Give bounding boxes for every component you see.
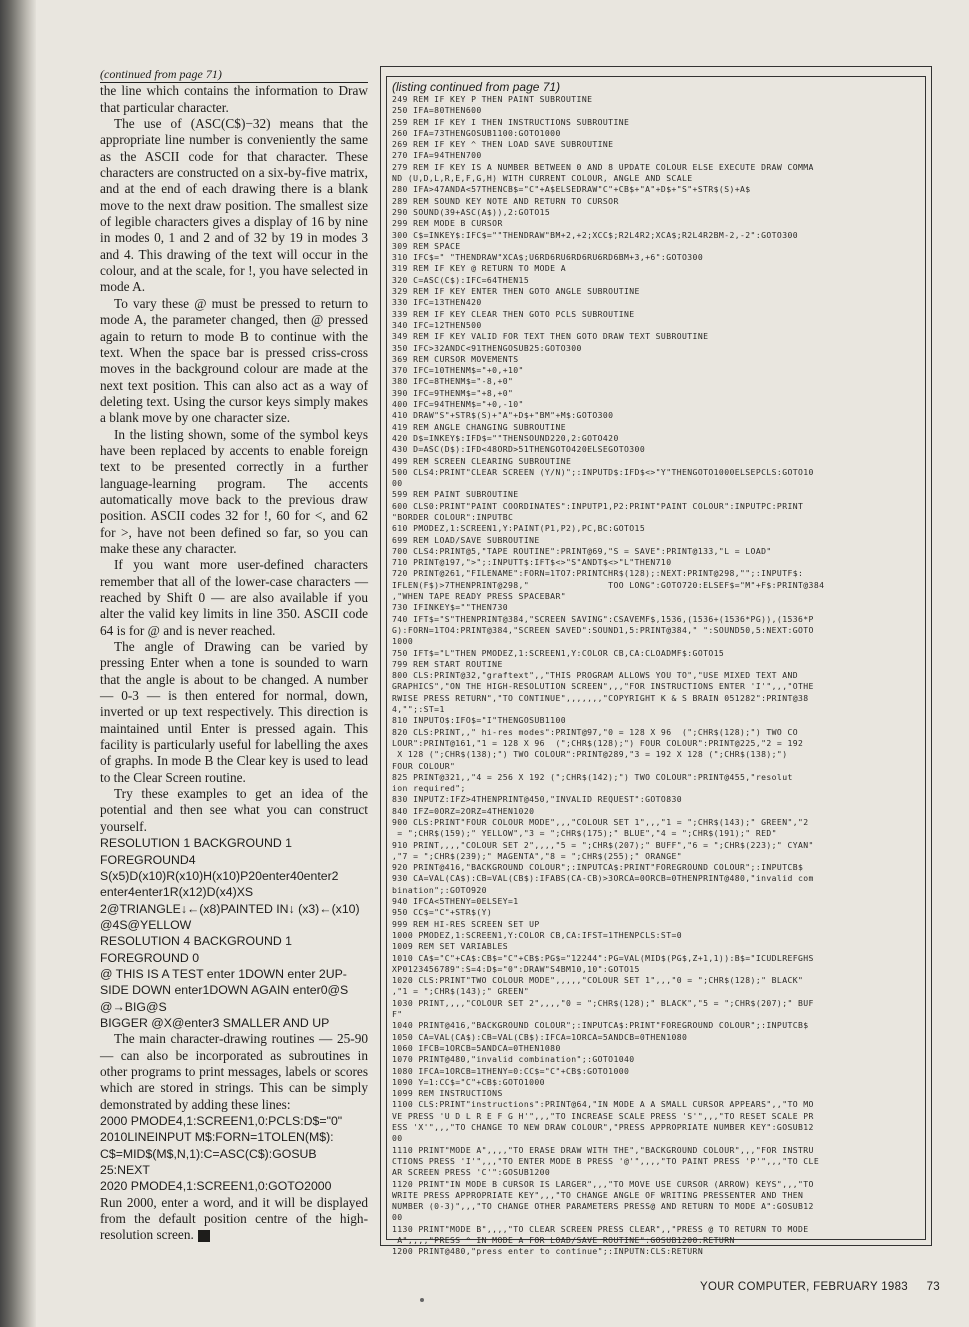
listing-line: 329 REM IF KEY ENTER THEN GOTO ANGLE SUBROUTINE (392, 286, 640, 297)
listing-line: 740 IFT$="S"THENPRINT@384,"SCREEN SAVING":CSAVEMF$,1536,(1536+(1536*PG)),(1536*P (392, 613, 814, 624)
example-line: S(x5)D(x10)R(x10)H(x10)P20enter40enter2 enter4enter1R(x12)D(x4)XS (100, 868, 339, 900)
listing-line: 999 REM HI-RES SCREEN SET UP (392, 918, 540, 929)
listing-line: 840 IFZ=0ORZ=2ORZ=4THEN1020 (392, 805, 535, 816)
listing-line: 269 REM IF KEY ^ THEN LOAD SAVE SUBROUTINE (392, 139, 614, 150)
page-footer (700, 1281, 940, 1293)
code-line: 2020 PMODE4,1:SCREEN1,0:GOTO2000 (100, 1179, 332, 1194)
listing-line: 300 C$=INKEY$:IFC$=""THENDRAW"BM+2,+2;XCC$;R2L4R2;XCA$;R2L4R2BM-2,-2":GOTO300 (392, 229, 799, 240)
listing-line: 730 IFINKEY$=""THEN730 (392, 602, 509, 613)
article-column (100, 66, 368, 1244)
example-line: @ THIS IS A TEST enter 1DOWN enter 2UP-SIDE DOWN enter1DOWN AGAIN enter0@S @→BIG@S (100, 966, 349, 1014)
listing-line: 1080 IFCA=1ORCB=1THENY=0:CC$="C"+CB$:GOTO1000 (392, 1065, 630, 1076)
continued-note: (continued from page 71) (100, 66, 368, 83)
listing-line: 259 REM IF KEY I THEN INSTRUCTIONS SUBROUTINE (392, 116, 630, 127)
paragraph-8: The main character-drawing routines — 25-90 — can also be incorporated as subroutines in other programs to print messages, labels or scores which are stored in strings. This can be simply demonstrated by adding these lines: (100, 1031, 368, 1112)
listing-line: 390 IFC=9THENM$="+8,+0" (392, 387, 514, 398)
listing-line: IFLEN(F$)>7THENPRINT@298," TOO LONG":GOTO720:ELSEF$="M"+F$:PRINT@384 (392, 579, 825, 590)
listing-line: 820 CLS:PRINT,," hi-res modes":PRINT@97,"0 = 128 X 96 (";CHR$(128);") TWO CO (392, 726, 799, 737)
listing-line: 720 PRINT@261,"FILENAME":FORN=1TO7:PRINTCHR$(128);:NEXT:PRINT@298,"";:INPUTF$: (392, 568, 804, 579)
listing-line: 319 REM IF KEY @ RETURN TO MODE A (392, 263, 567, 274)
listing-line: 900 CLS:PRINT"FOUR COLOUR MODE",,,"COLOUR SET 1",,,"1 = ";CHR$(143);" GREEN","2 (392, 817, 809, 827)
listing-line: 610 PMODEZ,1:SCREEN1,Y:PAINT(P1,P2),PC,BC:GOTO15 (392, 523, 646, 534)
listing-line: 1009 REM SET VARIABLES (392, 941, 509, 952)
listing-line: 825 PRINT@321,,"4 = 256 X 192 (";CHR$(142);") TWO COLOUR":PRINT@455,"resolut (392, 771, 793, 782)
listing-line: 810 INPUTO$:IFO$="I"THENGOSUB1100 (392, 715, 567, 726)
listing-line: X 128 (";CHR$(138);") TWO COLOUR":PRINT@289,"3 = 192 X 128 (";CHR$(138);") (392, 749, 788, 760)
example-line: RESOLUTION 1 BACKGROUND 1 FOREGROUND4 (100, 836, 293, 867)
listing-line: 280 IFA>47ANDA<57THENCB$="C"+A$ELSEDRAW"C"+CB$+"A"+D$+"S"+STR$(S)+A$ (392, 184, 751, 195)
listing-line: 940 IFCA<5THENY=0ELSEY=1 (392, 896, 519, 907)
listing-line: = ";CHR$(159);" YELLOW","3 = ";CHR$(175);" BLUE","4 = ";CHR$(191);" RED" (392, 828, 777, 839)
listing-line: NUMBER (0-3)",,,"TO CHANGE OTHER PARAMETERS PRESS@ AND RETURN TO MODE A":GOSUB12 (392, 1201, 814, 1212)
listing-line: 400 IFC=94THENM$="+0,-10" (392, 399, 524, 410)
listing-line: 930 CA=VAL(CA$):CB=VAL(CB$):IFABS(CA-CB)>3ORCA=0ORCB=0THENPRINT@480,"invalid com (392, 873, 814, 884)
listing-box (386, 76, 926, 1257)
paragraph-5: If you want more user-defined characters remember that all of the lower-case characters — reached by Shift 0 — are also available if you alter the valid key limits in line 350. ASCII code 64 is for @ and is never reached. (100, 557, 368, 638)
listing-line: 279 REM IF KEY IS A NUMBER BETWEEN 0 AND 8 UPDATE COLOUR ELSE EXECUTE DRAW COMMA (392, 161, 814, 172)
example-line: 2@TRIANGLE↓←(x8)PAINTED IN↓ (x3)←(x10) @4S@YELLOW (100, 901, 360, 932)
code-line: 2010LINEINPUT M$:FORN=1TOLEN(M$): C$=MID$(M$,N,1):C=ASC(C$):GOSUB 25:NEXT (100, 1130, 334, 1178)
listing-line: 499 REM SCREEN CLEARING SUBROUTINE (392, 455, 572, 466)
listing-line: 369 REM CURSOR MOVEMENTS (392, 353, 519, 364)
paragraph-2: The use of (ASC(C$)−32) means that the appropriate line number is conveniently the same as the ASCII code for that character. These characters are constructed on a six-by-five matrix, and at the end of each drawing there is a blank move to the next draw position. The smallest size of legible characters gives a display of 16 by nine in modes 0, 1 and 2 and of 32 by 19 in modes 3 and 4. This drawing of the text will occur in the colour, and at the scale, for !, you have selected in mode A. (100, 116, 368, 295)
listing-line: 700 CLS4:PRINT@5,"TAPE ROUTINE":PRINT@69,"S = SAVE":PRINT@133,"L = LOAD" (392, 545, 772, 556)
listing-line: VE PRESS 'U D L R E F G H'",,,"TO INCREASE SCALE PRESS 'S'",,,"TO RESET SCALE PR (392, 1110, 814, 1121)
listing-line: 1200 PRINT@480,"press enter to continue";:INPUTN:CLS:RETURN (392, 1246, 704, 1257)
listing-line: 600 CLS0:PRINT"PAINT COORDINATES":INPUTP1,P2:PRINT"PAINT COLOUR":INPUTPC:PRINT (392, 500, 804, 511)
listing-line: ESS 'X'",,,"TO CHANGE TO NEW DRAW COLOUR","PRESS APPROPRIATE NUMBER KEY":GOSUB12 (392, 1122, 814, 1133)
listing-line: 1110 PRINT"MODE A",,,,"TO ERASE DRAW WITH THE","BACKGROUND COLOUR",,,"FOR INSTRU (392, 1144, 814, 1155)
listing-line: 1020 CLS:PRINT"TWO COLOUR MODE",,,,,"COLOUR SET 1",,,"0 = ";CHR$(128);" BLACK" (392, 975, 804, 986)
listing-line: 419 REM ANGLE CHANGING SUBROUTINE (392, 421, 567, 432)
listing-line: 1010 CA$="C"+CA$:CB$="C"+CB$:PG$="12244":PG=VAL(MID$(PG$,Z+1,1)):B$="ICUDLREFGHS (392, 952, 814, 963)
listing-line: 1090 Y=1:CC$="C"+CB$:GOTO1000 (392, 1076, 545, 1087)
magazine-issue: YOUR COMPUTER, FEBRUARY 1983 (700, 1281, 908, 1293)
paragraph-4: In the listing shown, some of the symbol keys have been replaced by accents to enable foreign text to be presented correctly in a further language-learning program. The accents automatically move back to the previous draw position. ASCII codes 32 for !, 60 for <, and 62 for >, have not been defined so far, so you can make these any character. (100, 426, 368, 556)
listing-line: 330 IFC=13THEN420 (392, 297, 482, 308)
paragraph-7: Try these examples to get an idea of the potential and then see what you can construct yourself. (100, 786, 368, 834)
listing-line: 410 DRAW"S"+STR$(S)+"A"+D$+"BM"+M$:GOTO300 (392, 410, 614, 421)
listing-line: 270 IFA=94THEN700 (392, 150, 482, 161)
listing-line: A",,,,"PRESS ^ IN MODE A FOR LOAD/SAVE ROUTINE":GOSUB1200:RETURN (392, 1234, 735, 1245)
example-line: BIGGER @X@enter3 SMALLER AND UP (100, 1015, 330, 1030)
listing-line: "BORDER COLOUR":INPUTBC (392, 511, 514, 522)
listing-line: 830 INPUTZ:IFZ>4THENPRINT@450,"INVALID REQUEST":GOTO830 (392, 794, 683, 805)
listing-line: 599 REM PAINT SUBROUTINE (392, 489, 519, 500)
listing-line: ,"7 = ";CHR$(239);" MAGENTA","8 = ";CHR$(255);" ORANGE" (392, 850, 683, 861)
listing-line: 370 IFC=10THENM$="+0,+10" (392, 365, 524, 376)
listing-line: CTIONS PRESS 'I'",,,"TO ENTER MODE B PRESS '@'",,,,"TO PAINT PRESS 'P'",,,"TO CLE (392, 1155, 820, 1166)
listing-line: 1000 PMODEZ,1:SCREEN1,Y:COLOR CB,CA:IFST=1THENPCLS:ST=0 (392, 929, 683, 940)
listing-line: 1099 REM INSTRUCTIONS (392, 1088, 503, 1099)
listing-line: 910 PRINT,,,,"COLOUR SET 2",,,,"5 = ";CHR$(207);" BUFF","6 = ";CHR$(223);" CYAN" (392, 839, 814, 850)
listing-line: 750 IFT$="L"THEN PMODEZ,1:SCREEN1,Y:COLOR CB,CA:CLOADMF$:GOTO15 (392, 647, 725, 658)
listing-line: 260 IFA=73THENGOSUB1100:GOTO1000 (392, 127, 561, 138)
listing-line: 1030 PRINT,,,,"COLOUR SET 2",,,,"0 = ";CHR$(128);" BLACK","5 = ";CHR$(207);" BUF (392, 997, 814, 1008)
paragraph-9-text: Run 2000, enter a word, and it will be displayed from the default position centre of the high-resolution screen. (100, 1194, 368, 1243)
listing-line: GRAPHICS","ON THE HIGH-RESOLUTION SCREEN",,,"FOR INSTRUCTIONS ENTER 'I'",,,"OTHE (392, 681, 814, 692)
example-line: RESOLUTION 4 BACKGROUND 1 FOREGROUND 0 (100, 934, 293, 965)
listing-line: 00 (392, 1212, 403, 1223)
listing-line: 310 IFC$=" "THENDRAW"XCA$;U6RD6RU6RD6RU6RD6BM+3,+6":GOTO300 (392, 252, 704, 263)
listing-line: XP0123456789":S=4:D$="0":DRAW"S4BM10,10":GOTO15 (392, 963, 640, 974)
listing-line: 320 C=ASC(C$):IFC=64THEN15 (392, 274, 530, 285)
listing-line: 1120 PRINT"IN MODE B CURSOR IS LARGER",,,"TO MOVE USE CURSOR (ARROW) KEYS",,,"TO (392, 1178, 814, 1189)
listing-line: 299 REM MODE B CURSOR (392, 218, 503, 229)
listing-line: LOUR":PRINT@161,"1 = 128 X 96 (";CHR$(128);") FOUR COLOUR":PRINT@225,"2 = 192 (392, 737, 804, 748)
listing-line: WRITE PRESS APPROPRIATE KEY",,,"TO CHANGE ANGLE OF WRITING PRESSENTER AND THEN (392, 1189, 804, 1200)
listing-line: G):FORN=1TO4:PRINT@384,"SCREEN SAVED":SOUND1,5:PRINT@384," ":SOUND50,5:NEXT:GOTO (392, 624, 814, 635)
listing-line: 1040 PRINT@416,"BACKGROUND COLOUR";:INPUTCA$:PRINT"FOREGROUND COLOUR";:INPUTCB$ (392, 1020, 809, 1031)
page-number: 73 (926, 1281, 940, 1293)
listing-line: 699 REM LOAD/SAVE SUBROUTINE (392, 534, 540, 545)
listing-line: 1100 CLS:PRINT"instructions":PRINT@64,"IN MODE A A SMALL CURSOR APPEARS",,"TO MO (392, 1099, 814, 1110)
listing-line: 1060 IFCB=1ORCB=5ANDCA=0THEN1080 (392, 1042, 561, 1053)
listing-line: 800 CLS:PRINT@32,"graftext",,"THIS PROGRAM ALLOWS YOU TO","USE MIXED TEXT AND (392, 670, 799, 681)
listing-line: 340 IFC=12THEN500 (392, 319, 482, 330)
listing-line: 1130 PRINT"MODE B",,,,"TO CLEAR SCREEN PRESS CLEAR",,"PRESS @ TO RETURN TO MODE (392, 1223, 809, 1234)
listing-line: 920 PRINT@416,"BACKGROUND COLOUR";:INPUTCA$:PRINT"FOREGROUND COLOUR";:INPUTCB$ (392, 862, 804, 873)
listing-line: ND (U,D,L,R,E,F,G,H) WITH CURRENT COLOUR, ANGLE AND SCALE (392, 173, 693, 184)
listing-line: 710 PRINT@197,">";:INPUTT$:IFT$<>"S"ANDT$<>"L"THEN710 (392, 557, 672, 568)
end-of-article-mark (198, 1230, 210, 1242)
listing-line: 349 REM IF KEY VALID FOR TEXT THEN GOTO DRAW TEXT SUBROUTINE (392, 331, 709, 342)
listing-line: AR SCREEN PRESS 'C'":GOSUB1200 (392, 1167, 551, 1178)
listing-line: 1070 PRINT@480,"invalid combination";:GOTO1040 (392, 1054, 635, 1065)
listing-line: 290 SOUND(39+ASC(A$)),2:GOTO15 (392, 206, 551, 217)
code-line: 2000 PMODE4,1:SCREEN1,0:PCLS:D$="0" (100, 1114, 343, 1128)
listing-line: 420 D$=INKEY$:IFD$=""THENSOUND220,2:GOTO420 (392, 432, 619, 443)
listing-line: 00 (392, 478, 403, 489)
listing-line: 500 CLS4:PRINT"CLEAR SCREEN (Y/N)";:INPUTD$:IFD$<>"Y"THENGOTO1000ELSEPCLS:GOTO10 (392, 466, 814, 477)
listing-line: FOUR COLOUR" (392, 760, 456, 771)
listing-line: ,"WHEN TAPE READY PRESS SPACEBAR" (392, 591, 567, 602)
listing-line: 1050 CA=VAL(CA$):CB=VAL(CB$):IFCA=1ORCA=5ANDCB=0THEN1080 (392, 1031, 688, 1042)
listing-line: 380 IFC=8THENM$="-8,+0" (392, 376, 514, 387)
listing-line: bination";:GOTO920 (392, 884, 487, 895)
listing-line: 00 (392, 1133, 403, 1144)
listing-line: 1000 (392, 636, 414, 647)
program-listing (392, 94, 921, 1258)
paragraph-3: To vary these @ must be pressed to return to mode A, the parameter changed, then @ pressed again to return to mode B to continue with the text. When the space bar is pressed criss-cross moves in the background colour are made at the next text position. This can also act as a way of deleting text. Using the cursor keys simply makes a blank move by one character size. (100, 295, 368, 426)
listing-line: 350 IFC>32ANDC<91THENGOSUB25:GOTO300 (392, 342, 582, 353)
paragraph-6: The angle of Drawing can be varied by pressing Enter when a tone is sounded to warn that the angle is about to be changed. A number — 0-3 — is then entered for normal, down, inverted or up text respectively. This direction is maintained until Enter is pressed again. This facility is particularly useful for labelling the axes of graphs. In mode B the Clear key is used to lead to the Clear Screen routine. (100, 639, 368, 785)
listing-header: (listing continued from page 71) (392, 80, 561, 94)
listing-line: 339 REM IF KEY CLEAR THEN GOTO PCLS SUBROUTINE (392, 308, 635, 319)
listing-line: ion required"; (392, 783, 466, 794)
listing-line: 4,"";:ST=1 (392, 704, 445, 715)
listing-line: F" (392, 1009, 403, 1020)
listing-line: RWISE PRESS RETURN","TO CONTINUE",,,,,,,"COPYRIGHT K & S BRAIN 051282":PRINT@38 (392, 692, 809, 703)
listing-line: 249 REM IF KEY P THEN PAINT SUBROUTINE (392, 94, 593, 104)
paragraph-9 (100, 1195, 368, 1244)
listing-line: 309 REM SPACE (392, 240, 461, 251)
print-dot (420, 1298, 424, 1302)
page-binding-shadow (0, 0, 36, 1327)
listing-line: 250 IFA=80THEN600 (392, 105, 482, 116)
listing-line: 799 REM START ROUTINE (392, 658, 503, 669)
listing-line: 950 CC$="C"+STR$(Y) (392, 907, 493, 918)
listing-line: ,"1 = ";CHR$(143);" GREEN" (392, 986, 530, 997)
paragraph-1: the line which contains the information to Draw that particular character. (100, 83, 368, 115)
listing-line: 430 D=ASC(D$):IFD<48ORD>51THENGOTO420ELSEGOTO300 (392, 444, 646, 455)
listing-line: 289 REM SOUND KEY NOTE AND RETURN TO CURSOR (392, 195, 619, 206)
